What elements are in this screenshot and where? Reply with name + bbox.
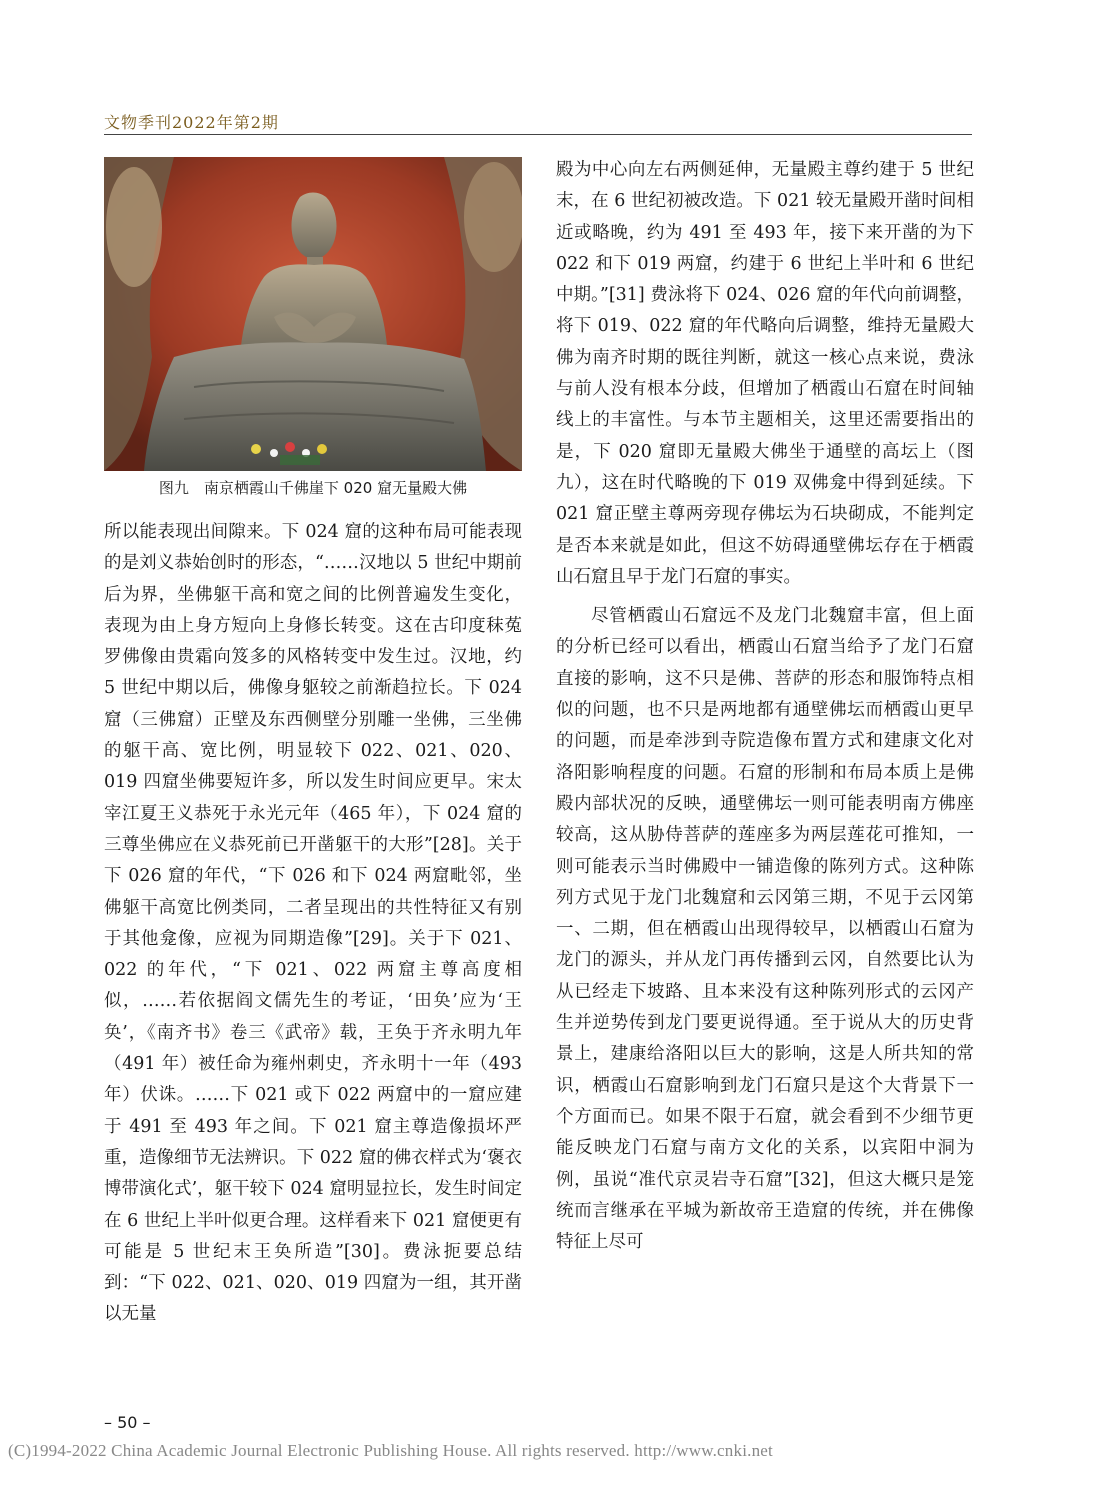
left-column-text: 所以能表现出间隙来。下 024 窟的这种布局可能表现的是刘义恭始创时的形态，“……汉地以 5 世纪中期前后为界，坐佛躯干高和宽之间的比例普遍发生变化，表现为由上身方短向上身修长转变。这在古印度秣菟罗佛像由贵霜向笈多的风格转变中发生过。汉地，约 5 世纪中期以后，佛像身躯较之前渐趋拉长。下 024 窟（三佛窟）正壁及东西侧壁分别雕一坐佛，三坐佛的躯干高、宽比例，明显较下 022、021、020、019 四窟坐佛要短许多，所以发生时间应更早。宋太宰江夏王义恭死于永光元年（465 年），下 024 窟的三尊坐佛应在义恭死前已开凿躯干的大形”[28]。关于下 026 窟的年代，“下 026 和下 024 两窟毗邻，坐佛躯干高宽比例类同，二者呈现出的共性特征又有别于其他龛像，应视为同期造像”[29]。关于下 021、022 的年代，“下 021、022 两窟主尊高度相似，……若依据阎文儒先生的考证，‘田奂’应为‘王奂’，《南齐书》卷三《武帝》载，王奂于齐永明九年（491 年）被任命为雍州刺史，齐永明十一年（493 年）伏诛。……下 021 或下 022 两窟中的一窟应建于 491 至 493 年之间。下 021 窟主尊造像损坏严重，造像细节无法辨识。下 022 窟的佛衣样式为‘褒衣博带演化式’，躯干较下 024 窟明显拉长，发生时间定在 6 世纪上半叶似更合理。这样看来下 021 窟便更有可能是 5 世纪末王奂所造”[30]。费泳扼要总结到：“下 022、021、020、019 四窟为一组，其开凿以无量 (104, 522, 522, 1325)
header-rule (104, 134, 972, 135)
journal-title: 文物季刊2022年第2期 (104, 113, 279, 132)
copyright-notice: (C)1994-2022 China Academic Journal Electronic Publishing House. All rights reserved. http://www.cnki.net (8, 1441, 773, 1460)
figure-buddha-photo (104, 157, 522, 471)
page-number: – 50 – (104, 1413, 151, 1432)
left-column (104, 517, 522, 1331)
buddha-statue-illustration (104, 157, 522, 471)
right-column (556, 155, 974, 1258)
figure-caption: 图九 南京栖霞山千佛崖下 020 窟无量殿大佛 (158, 479, 468, 497)
running-header (104, 106, 972, 134)
right-paragraph-1: 殿为中心向左右两侧延伸，无量殿主尊约建于 5 世纪末，在 6 世纪初被改造。下 021 较无量殿开凿时间相近或略晚，约为 491 至 493 年，接下来开凿的为下 022 和下 019 两窟，约建于 6 世纪上半叶和 6 世纪中期。”[31] 费泳将下 024、026 窟的年代向前调整，将下 019、022 窟的年代略向后调整，维持无量殿大佛为南齐时期的既往判断，就这一核心点来说，费泳与前人没有根本分歧，但增加了栖霞山石窟在时间轴线上的丰富性。与本节主题相关，这里还需要指出的是，下 020 窟即无量殿大佛坐于通壁的高坛上（图九），这在时代略晚的下 019 双佛龛中得到延续。下 021 窟正壁主尊两旁现存佛坛为石块砌成，不能判定是否本来就是如此，但这不妨碍通壁佛坛存在于栖霞山石窟且早于龙门石窟的事实。 (556, 160, 974, 587)
right-paragraph-2: 尽管栖霞山石窟远不及龙门北魏窟丰富，但上面的分析已经可以看出，栖霞山石窟当给予了龙门石窟直接的影响，这不只是佛、菩萨的形态和服饰特点相似的问题，也不只是两地都有通壁佛坛而栖霞山更早的问题，而是牵涉到寺院造像布置方式和建康文化对洛阳影响程度的问题。石窟的形制和布局本质上是佛殿内部状况的反映，通壁佛坛一则可能表明南方佛座较高，这从胁侍菩萨的莲座多为两层莲花可推知，一则可能表示当时佛殿中一铺造像的陈列方式。这种陈列方式见于龙门北魏窟和云冈第三期，不见于云冈第一、二期，但在栖霞山出现得较早，以栖霞山石窟为龙门的源头，并从龙门再传播到云冈，自然要比认为从已经走下坡路、且本来没有这种陈列形式的云冈产生并逆势传到龙门要更说得通。至于说从大的历史背景上，建康给洛阳以巨大的影响，这是人所共知的常识，栖霞山石窟影响到龙门石窟只是这个大背景下一个方面而已。如果不限于石窟，就会看到不少细节更能反映龙门石窟与南方文化的关系，以宾阳中洞为例，虽说“准代京灵岩寺石窟”[32]，但这大概只是笼统而言继承在平城为新故帝王造窟的传统，并在佛像特征上尽可 (556, 606, 974, 1253)
